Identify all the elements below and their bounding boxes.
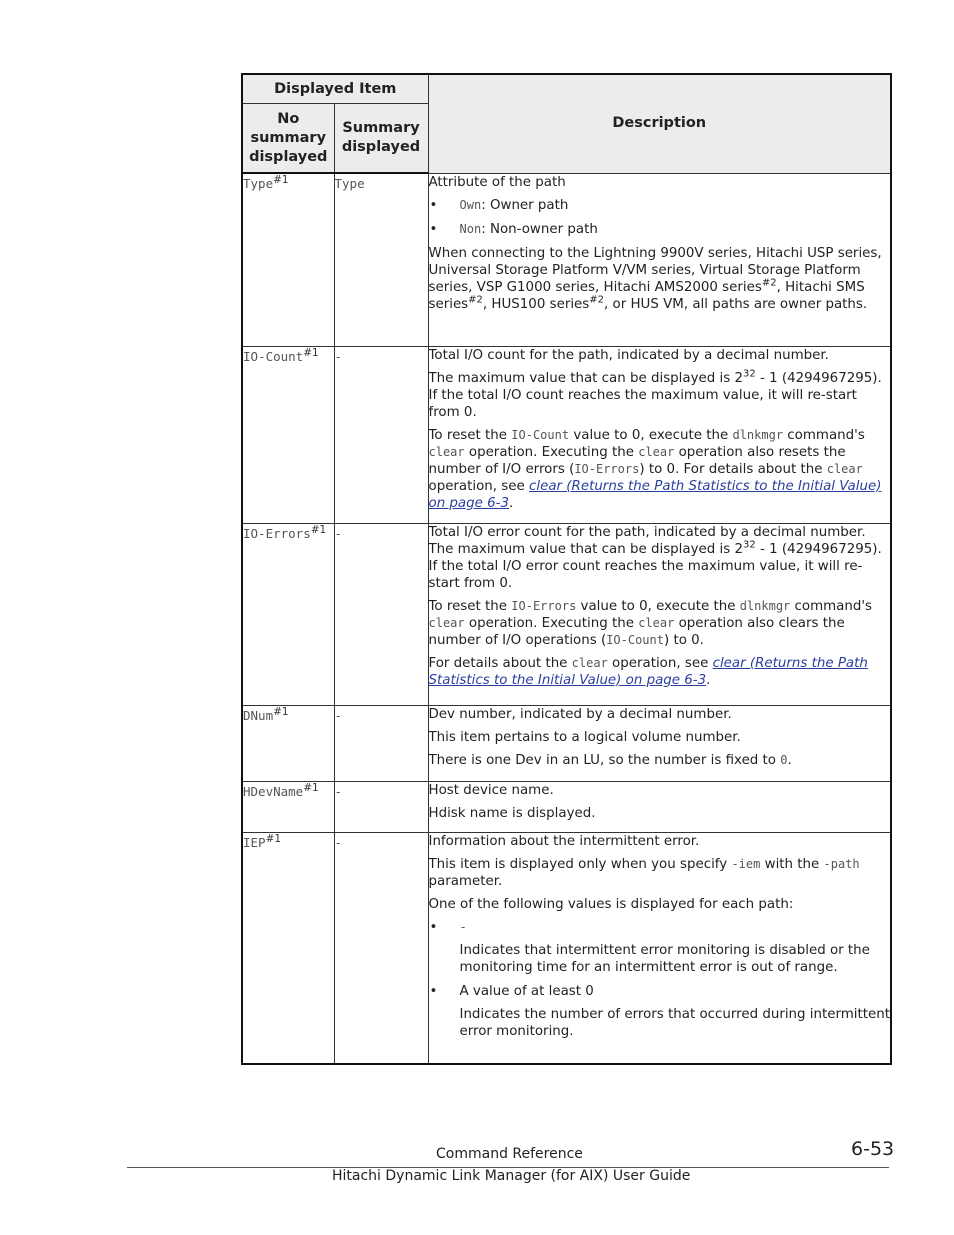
header-description: Description [428,74,891,173]
item-summary: Type [334,173,428,346]
item-description: Total I/O error count for the path, indicated by a decimal number. The maximum value that can be displayed is $2^{32} - 1$ (4294967295). If the total I/O error count reaches the maximum value, it will re-start from 0. To reset the IO-Errors value to 0, execute the dlnkmgr command's clear operation. Executing the clear operation also clears the number of I/O operations (IO-Count) to 0. For details about the clear operation, see clear (Returns the Path Statistics to the Initial Value) on page 6-3. [428,523,891,705]
table-row [242,523,891,705]
table-row [242,173,891,346]
page-number: 6-53 [851,1138,895,1160]
item-name: IO-Errors$^{\#1}$ [242,523,334,705]
item-name: HDevName$^{\#1}$ [242,781,334,832]
table-row [242,705,891,781]
bullet-list [429,919,891,1040]
item-description: Host device name. Hdisk name is displayed. [428,781,891,832]
item-description: Attribute of the path • Own: Owner path • Non: Non-owner path When connecting to the Lightning 9900V series, Hitachi USP series, Universal Storage Platform V/VM series, Virtual Storage Platform series, VSP G1000 series, Hitachi AMS2000 series$^{\#2}$, Hitachi SMS series$^{\#2}$, HUS100 series$^{\#2}$, or HUS VM, all paths are owner paths. [428,173,891,346]
footer-category: Command Reference [436,1146,583,1162]
item-summary: - [334,705,428,781]
footnote-marker: #1 [310,523,327,536]
bullet-list [429,197,891,238]
command-reference-table [241,73,892,1065]
item-summary: - [334,832,428,1064]
footnote-marker: #1 [303,781,319,794]
clear-operation-link[interactable]: clear (Returns the Path Statistics to the Initial Value) on page 6-3 [428,655,868,688]
item-description: Information about the intermittent error. This item is displayed only when you specify -iem with the -path parameter. One of the following values is displayed for each path: • - Indicates that intermittent error monitoring is disabled or the monitoring time for an intermittent error is out of range. • A value of at least 0 Indicates the number of errors that occurred during intermittent error monitoring. [428,832,891,1064]
item-summary: - [334,781,428,832]
list-item: • - Indicates that intermittent error monitoring is disabled or the monitoring time for an intermittent error is out of range. [429,919,891,976]
item-name: Type$^{\#1}$ [242,173,334,346]
list-item: • Own: Owner path [429,197,891,214]
footnote-marker: #1 [303,346,319,359]
item-description: Total I/O count for the path, indicated by a decimal number. The maximum value that can be displayed is $2^{32} - 1$ (4294967295). If the total I/O count reaches the maximum value, it will re-start from 0. To reset the IO-Count value to 0, execute the dlnkmgr command's clear operation. Executing the clear operation also resets the number of I/O errors (IO-Errors) to 0. For details about the clear operation, see clear (Returns the Path Statistics to the Initial Value) on page 6-3. [428,346,891,523]
item-summary: - [334,523,428,705]
footnote-marker: #1 [273,173,289,186]
item-name: IEP$^{\#1}$ [242,832,334,1064]
clear-operation-link[interactable]: clear (Returns the Path Statistics to the Initial Value) on page 6-3 [428,478,882,511]
list-item: • Non: Non-owner path [429,221,891,238]
header-no-summary: No summary displayed [242,104,334,174]
footnote-marker: #1 [273,705,289,718]
header-summary: Summary displayed [334,104,428,174]
footnote-marker: #1 [265,832,282,845]
table-row [242,832,891,1064]
header-displayed-item: Displayed Item [242,74,428,104]
item-name: DNum$^{\#1}$ [242,705,334,781]
item-description: Dev number, indicated by a decimal number. This item pertains to a logical volume number. There is one Dev in an LU, so the number is fixed to 0. [428,705,891,781]
item-name: IO-Count$^{\#1}$ [242,346,334,523]
table-row [242,781,891,832]
item-summary: - [334,346,428,523]
footer-book-title: Hitachi Dynamic Link Manager (for AIX) User Guide [332,1168,691,1184]
table-row [242,346,891,523]
list-item: • A value of at least 0 Indicates the number of errors that occurred during intermittent error monitoring. [429,983,891,1040]
